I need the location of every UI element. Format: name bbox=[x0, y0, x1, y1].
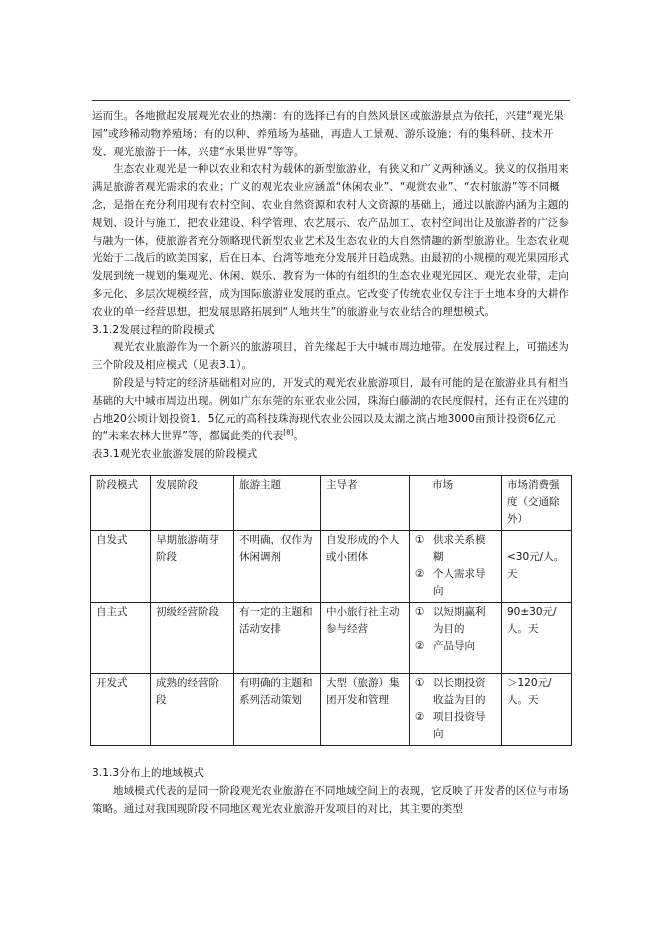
item-number: ② bbox=[415, 711, 425, 723]
header-cell: 主导者 bbox=[321, 476, 410, 531]
theme-cell: 有明确的主题和系列活动策划 bbox=[234, 674, 321, 746]
table-row bbox=[91, 531, 572, 603]
section-3-1-3-paragraph: 地域模式代表的是同一阶段观光农业旅游在不同地域空间上的表现，它反映了开发者的区位与市场策略。通过对我国现阶段不同地区观光农业旅游开发项目的对比，其主要的类型 bbox=[92, 784, 569, 815]
market-list bbox=[415, 675, 495, 743]
leader-cell: 中小旅行社主动参与经营 bbox=[321, 603, 410, 674]
theme-cell: 不明确，仅作为休闲调剂 bbox=[234, 531, 321, 603]
market-cell bbox=[410, 603, 502, 674]
table-caption: 表3.1观光农业旅游发展的阶段模式 bbox=[92, 448, 258, 461]
item-text: 供求关系模糊 bbox=[433, 534, 486, 563]
spend-cell: 90±30元/人。天 bbox=[502, 603, 572, 674]
item-text: 产品导向 bbox=[433, 640, 475, 652]
header-cell: 旅游主题 bbox=[234, 476, 321, 531]
market-cell bbox=[410, 531, 502, 603]
mode-cell: 开发式 bbox=[91, 674, 151, 746]
header-cell: 发展阶段 bbox=[151, 476, 234, 531]
header-rule bbox=[92, 100, 570, 101]
mode-cell: 自主式 bbox=[91, 603, 151, 674]
spend-cell: ＞120元/人。天 bbox=[502, 674, 572, 746]
spend-cell: <30元/人。天 bbox=[502, 531, 572, 603]
market-cell bbox=[410, 674, 502, 746]
item-number: ② bbox=[415, 640, 425, 652]
section-3-1-3 bbox=[92, 765, 572, 818]
item-number: ② bbox=[415, 568, 425, 580]
market-item bbox=[415, 675, 495, 709]
market-item bbox=[415, 604, 495, 638]
item-number: ① bbox=[415, 606, 425, 618]
item-text: 以长期投资收益为目的 bbox=[433, 677, 486, 706]
item-number: ① bbox=[415, 534, 425, 546]
stage-mode-table bbox=[90, 475, 572, 746]
item-text: 项目投资导向 bbox=[433, 711, 486, 740]
stage-cell: 成熟的经营阶段 bbox=[151, 674, 234, 746]
leader-cell: 自发形成的个人或小团体 bbox=[321, 531, 410, 603]
market-item bbox=[415, 566, 495, 600]
intro-paragraph-1: 运而生。各地掀起发展观光农业的热潮：有的选择已有的自然风景区或旅游景点为依托，兴建“观光果园”或珍稀动物养殖场；有的以种、养殖场为基础，再造人工景观、游乐设施；有的集科研、技术开发、观光旅游于一体，兴建“水果世界”等等。 bbox=[92, 110, 564, 158]
section-3-1-2-paragraph-1: 观光农业旅游作为一个新兴的旅游项目，首先缘起于大中城市周边地带。在发展过程上，可描述为三个阶段及相应模式（见表3.1）。 bbox=[92, 341, 569, 372]
market-item bbox=[415, 532, 495, 566]
item-text: 以短期赢利为目的 bbox=[433, 606, 486, 635]
header-cell: 市场消费强度（交通除外） bbox=[502, 476, 572, 531]
header-cell: 市场 bbox=[410, 476, 502, 531]
mode-cell: 自发式 bbox=[91, 531, 151, 603]
citation-ref: [8] bbox=[283, 428, 294, 437]
stage-cell: 早期旅游萌芽阶段 bbox=[151, 531, 234, 603]
market-item bbox=[415, 638, 495, 655]
leader-cell: 大型（旅游）集团开发和管理 bbox=[321, 674, 410, 746]
table-row bbox=[91, 603, 572, 674]
section-heading-3-1-2: 3.1.2发展过程的阶段模式 bbox=[92, 323, 215, 336]
section-heading-3-1-3: 3.1.3分布上的地域模式 bbox=[92, 767, 205, 779]
item-text: 个人需求导向 bbox=[433, 568, 486, 597]
theme-cell: 有一定的主题和活动安排 bbox=[234, 603, 321, 674]
paragraph-2-body: 阶段是与特定的经济基础相对应的，开发式的观光农业旅游项目，最有可能的是在旅游业具有相当基础的大中城市周边出现。例如广东东莞的东亚农业公园，珠海白藤湖的农民度假村，还有正在兴建的占地20公顷计划投资1．5亿元的高科技珠海现代农业公园以及太湖之滨占地3000亩预计投资6亿元的“未来农林大世界”等，都属此类的代表 bbox=[92, 376, 569, 443]
paragraph-2-end: 。 bbox=[293, 430, 305, 443]
item-number: ① bbox=[415, 677, 425, 689]
intro-text bbox=[92, 108, 572, 464]
header-cell: 阶段模式 bbox=[91, 476, 151, 531]
market-list bbox=[415, 532, 495, 600]
stage-cell: 初级经营阶段 bbox=[151, 603, 234, 674]
table-header-row bbox=[91, 476, 572, 531]
section-3-1-2-paragraph-2 bbox=[92, 375, 572, 446]
market-item bbox=[415, 709, 495, 743]
intro-paragraph-2: 生态农业观光是一种以农业和农村为载体的新型旅游业，有狭义和广义两种涵义。狭义的仅指用来满足旅游者观光需求的农业；广义的观光农业应涵盖“休闲农业”、“观赏农业”、“农村旅游”等不同概念，是指在充分利用现有农村空间、农业自然资源和农村人文资源的基础上，通过以旅游内涵为主题的规划、设计与施工，把农业建设、科学管理、农艺展示、农产品加工、农村空间出让及旅游者的广泛参与融为一体，使旅游者充分领略现代新型农业艺术及生态农业的大自然情趣的新型旅游业。生态农业观光始于二战后的欧美国家，后在日本、台湾等地充分发展并日趋成熟。由最初的小规模的观光果园形式发展到统一规划的集观光、休闲、娱乐、教育为一体的有组织的生态农业观光园区、观光农业带，走向多元化、多层次规模经营，成为国际旅游业发展的重点。它改变了传统农业仅专注于土地本身的大耕作农业的单一经营思想，把发展思路拓展到“人地共生”的旅游业与农业结合的理想模式。 bbox=[92, 163, 569, 318]
market-list bbox=[415, 604, 495, 655]
table-row bbox=[91, 674, 572, 746]
